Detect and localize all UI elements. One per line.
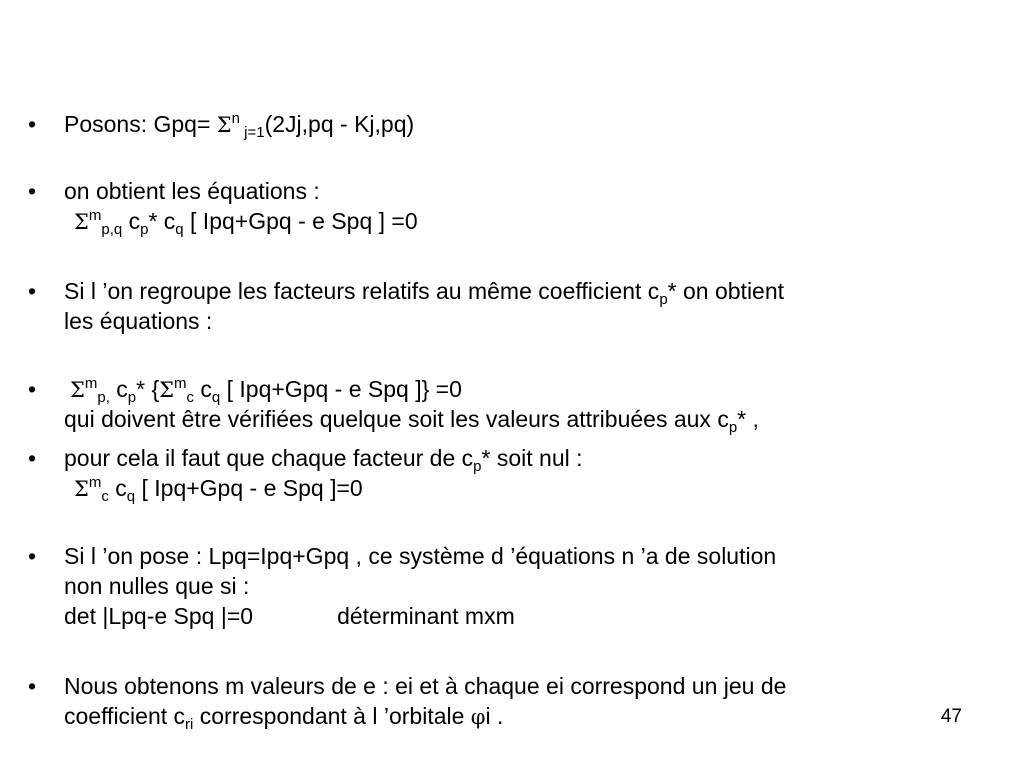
subscript: p (473, 458, 482, 475)
text: (2Jj,pq - Kj,pq) (264, 111, 415, 137)
phi-symbol: φ (470, 705, 486, 729)
subscript: j=1 (240, 124, 265, 141)
text: déterminant mxm (337, 603, 515, 629)
subscript: q (175, 221, 184, 238)
text: det |Lpq-e Spq |=0 (64, 603, 254, 629)
text: Si l ’on regroupe les facteurs relatifs au même coefficient c (64, 278, 660, 304)
text: correspondant à l ’orbitale (193, 703, 471, 729)
bullet-marker: • (28, 445, 37, 471)
text: qui doivent être vérifiées quelque soit les valeurs attribuées aux c (64, 406, 729, 432)
text: les équations : (64, 308, 213, 334)
page-number: 47 (940, 706, 962, 727)
bullet-text (64, 374, 759, 434)
text: c (122, 208, 141, 234)
bullet-marker: • (28, 178, 37, 204)
bullet-text (64, 541, 776, 631)
bullet-text (64, 176, 418, 236)
bullet-marker: • (28, 111, 37, 137)
sigma-symbol: Σ (70, 378, 85, 402)
text: Si l ’on pose : Lpq=Ipq+Gpq , ce système d ’équations n ’a de solution (64, 543, 777, 569)
subscript: p (140, 221, 149, 238)
text: [ Ipq+Gpq - e Spq ]=0 (135, 475, 363, 501)
subscript: q (211, 389, 221, 406)
bullet-text (64, 276, 784, 336)
bullet-marker: • (28, 543, 37, 569)
superscript: m (88, 207, 102, 224)
sigma-symbol: Σ (74, 210, 89, 234)
text: c (194, 376, 212, 402)
bullet-marker: • (28, 376, 37, 402)
sigma-symbol: Σ (159, 378, 174, 402)
text: i . (485, 703, 504, 729)
subscript: q (126, 488, 136, 505)
text: Posons: Gpq= (64, 111, 217, 137)
subscript: c (186, 389, 194, 406)
text: * soit nul : (481, 445, 583, 471)
bullet-marker: • (28, 673, 37, 699)
superscript: m (174, 375, 187, 392)
text: on obtient les équations : (64, 178, 320, 204)
text: [ Ipq+Gpq - e Spq ] =0 (183, 208, 418, 234)
text: * on obtient (667, 278, 785, 304)
subscript: p (659, 291, 668, 308)
subscript: p, (97, 389, 110, 406)
bullet-text (64, 671, 786, 731)
text: Nous obtenons m valeurs de e : ei et à chaque ei correspond un jeu de (64, 673, 787, 699)
bullet-text (64, 109, 414, 139)
superscript: m (84, 375, 98, 392)
sigma-symbol: Σ (74, 477, 89, 501)
subscript: p (127, 389, 137, 406)
superscript: m (88, 474, 102, 491)
bullet-text (64, 443, 583, 503)
text: * { (136, 376, 160, 402)
subscript: p,q (101, 221, 123, 238)
text: * , (737, 406, 759, 432)
subscript: p (728, 419, 738, 436)
text: non nulles que si : (64, 573, 250, 599)
subscript: ri (185, 716, 194, 733)
superscript: n (231, 110, 240, 127)
text: [ Ipq+Gpq - e Spq ]} =0 (220, 376, 462, 402)
text: coefficient c (64, 703, 186, 729)
sigma-symbol: Σ (216, 113, 232, 137)
text: pour cela il faut que chaque facteur de c (64, 445, 474, 471)
text: c (109, 376, 128, 402)
subscript: c (101, 488, 109, 505)
text: * c (148, 208, 176, 234)
bullet-marker: • (28, 278, 37, 304)
text: c (108, 475, 127, 501)
